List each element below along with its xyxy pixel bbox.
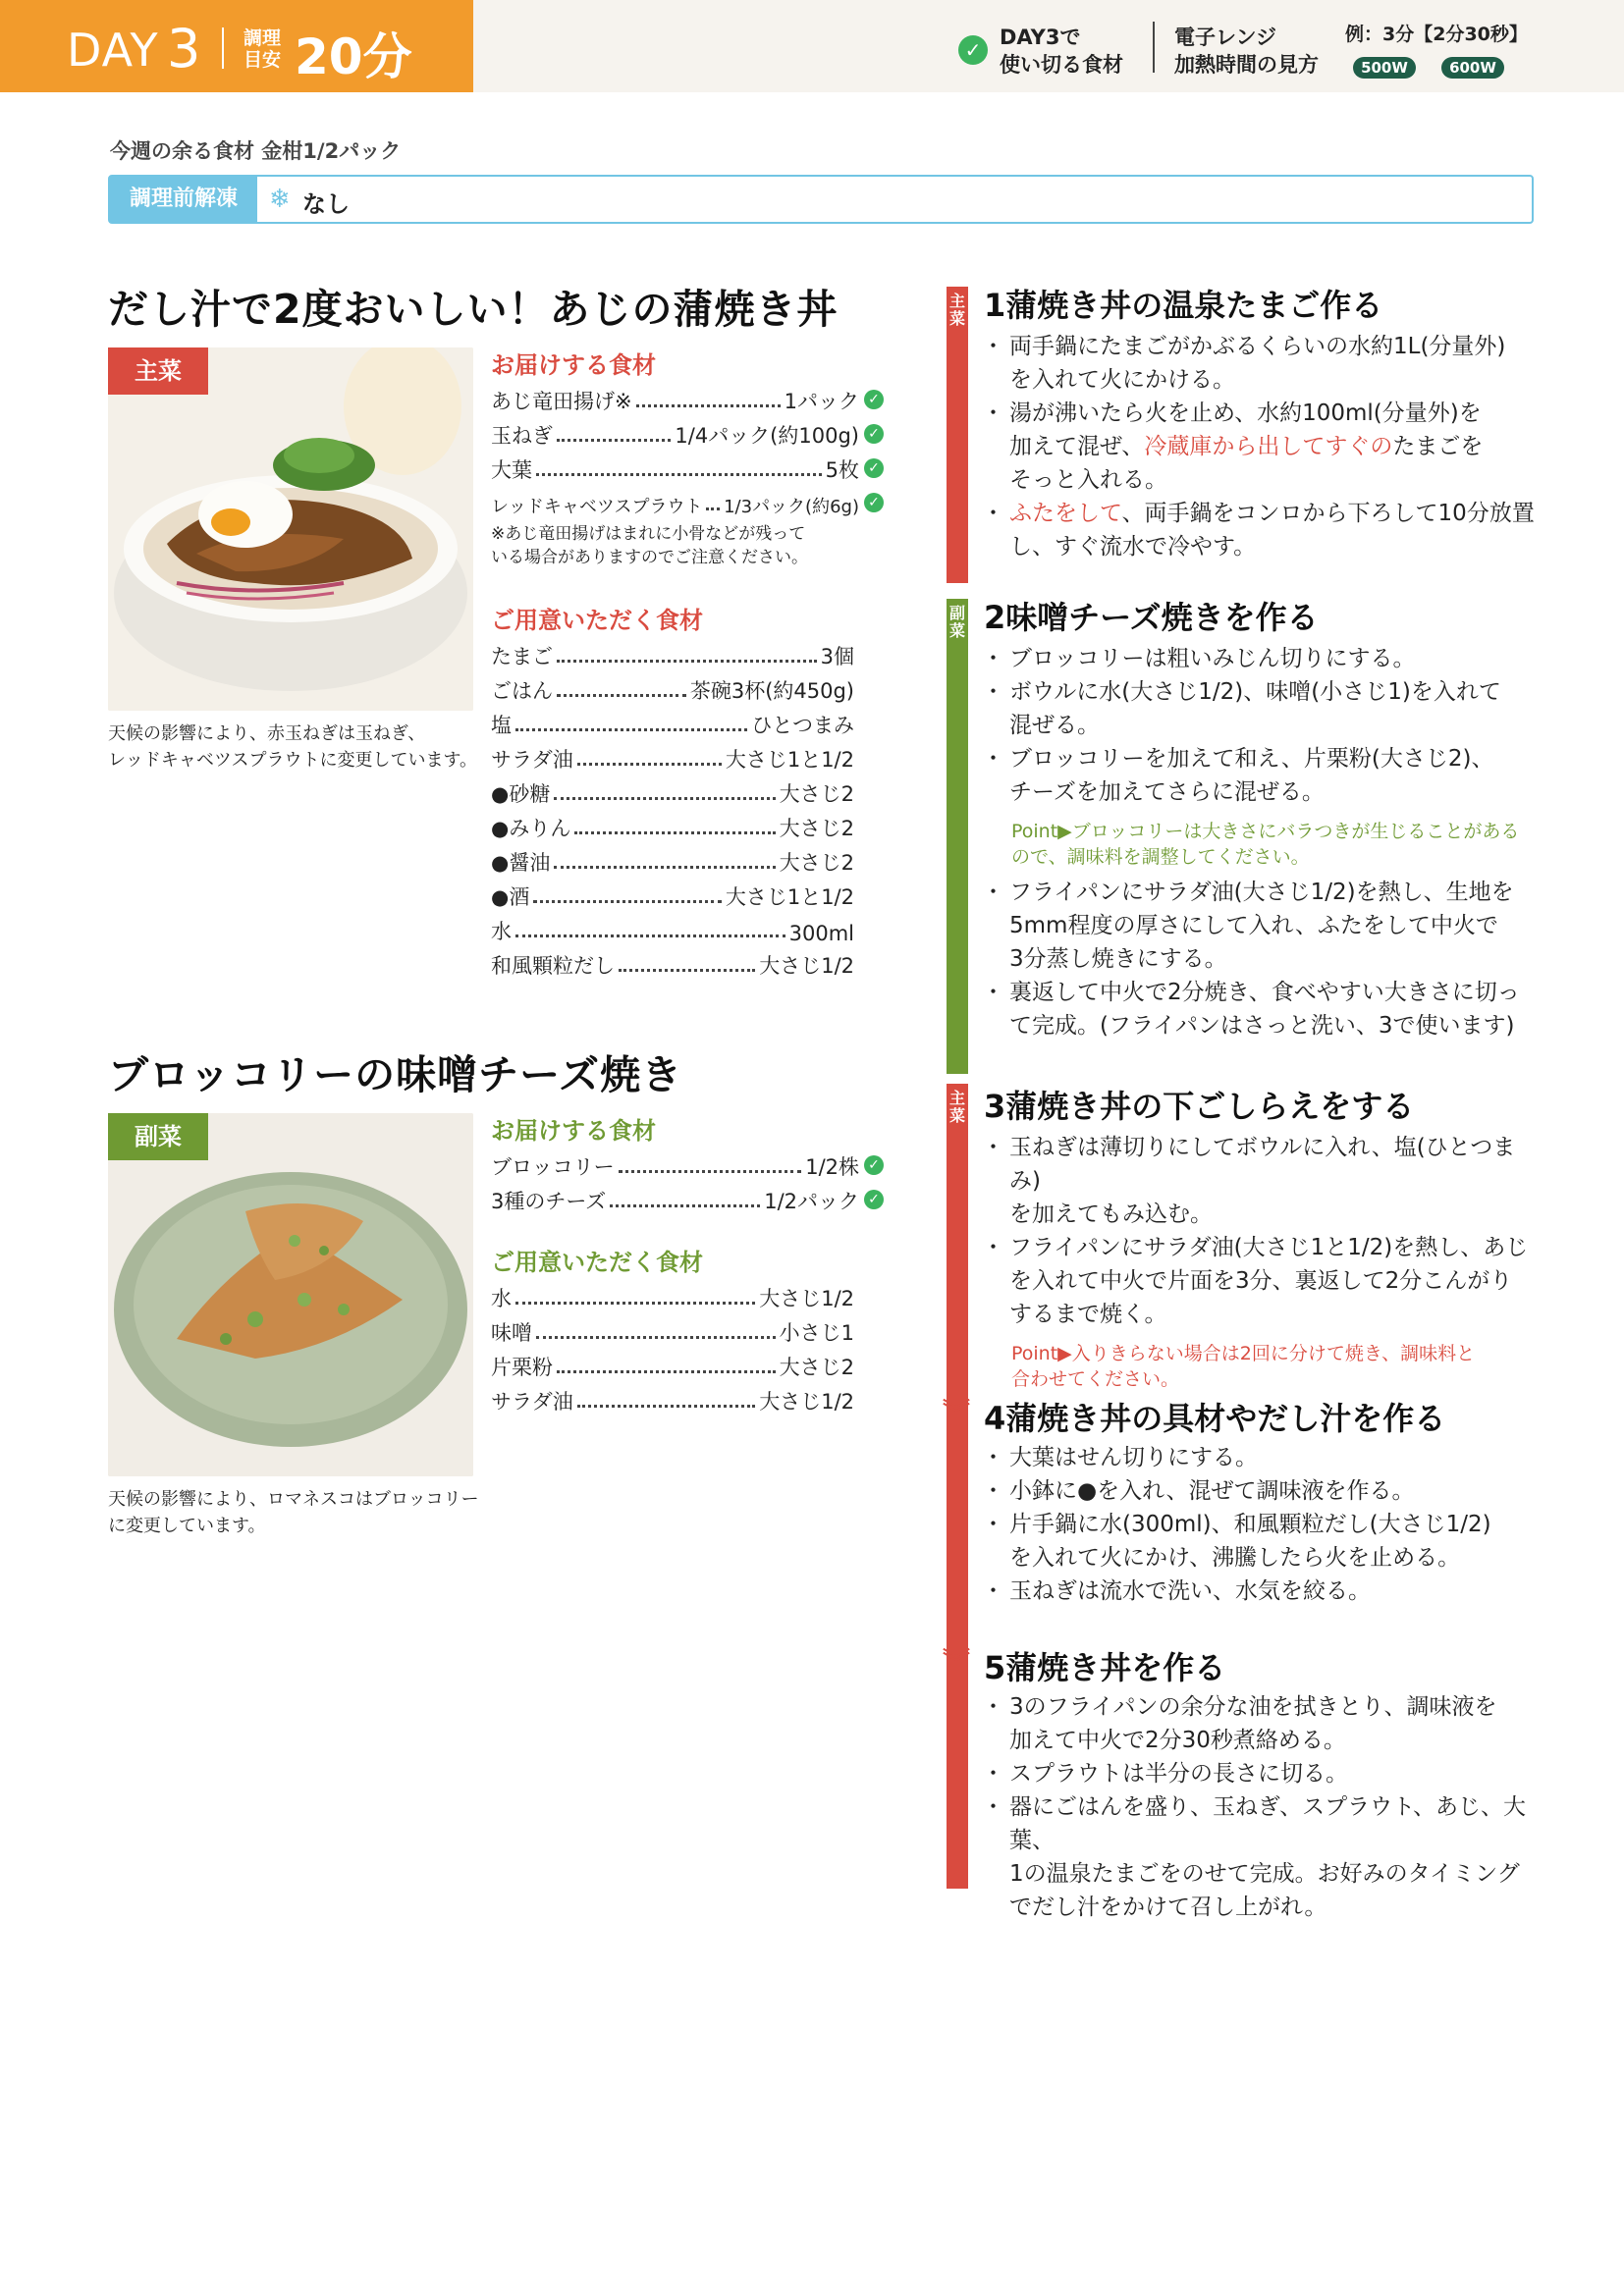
list-item: ・ ブロッコリーを加えて和え、片栗粉(大さじ2)、 チーズを加えてさらに混ぜる。	[988, 742, 1538, 809]
step-bar-side	[947, 599, 968, 1074]
ingredient-row: 塩 ひとつまみ	[491, 714, 854, 737]
list-item: ・ スプラウトは半分の長さに切る。	[988, 1757, 1538, 1790]
main-delivered-note: ※あじ竜田揚げはまれに小骨などが残って いる場合がありますのでご注意ください。	[491, 524, 808, 567]
list-item: ・ 片手鍋に水(300ml)、和風顆粒だし(大さじ1/2) を入れて火にかけ、沸騰したら火を止める。	[988, 1508, 1538, 1575]
list-item: ・ 湯が沸いたら火を止め、水約100ml(分量外)を 加えて混ぜ、冷蔵庫から出してすぐのたまごを そっと入れる。	[988, 397, 1538, 497]
ingredient-row: サラダ油 大さじ1/2	[491, 1390, 854, 1414]
main-dish-caption: 天候の影響により、赤玉ねぎは玉ねぎ、 レッドキャベツスプラウトに変更しています。	[108, 723, 478, 771]
main-prepared-list	[491, 636, 854, 980]
step-3-title: 3蒲焼き丼の下ごしらえをする	[984, 1088, 1415, 1125]
list-item: ・ ふたをして、両手鍋をコンロから下ろして10分放置 し、すぐ流水で冷やす。	[988, 497, 1538, 563]
side-dish-tag: 副菜	[108, 1113, 208, 1160]
divider	[1153, 22, 1155, 73]
day-label: DAY	[67, 24, 159, 77]
day-block	[0, 0, 473, 92]
list-item: ・ 小鉢に●を入れ、混ぜて調味液を作る。	[988, 1474, 1538, 1508]
list-item: ・ 玉ねぎは薄切りにしてボウルに入れ、塩(ひとつまみ) を加えてもみ込む。	[988, 1131, 1538, 1231]
ingredient-row: ●醤油 大さじ2	[491, 851, 854, 875]
bar-label: 主 菜	[948, 1089, 965, 1125]
ingredient-row: たまご 3個	[491, 645, 854, 668]
step-bar-main	[947, 287, 968, 583]
main-prepared-heading: ご用意いただく食材	[491, 607, 703, 634]
ingredient-row: 味噌 小さじ1	[491, 1321, 854, 1345]
list-item: ・ フライパンにサラダ油(大さじ1と1/2)を熱し、あじ を入れて中火で片面を3分、裏返して2分こんがり するまで焼く。	[988, 1231, 1538, 1331]
ingredient-row: 片栗粉 大さじ2	[491, 1356, 854, 1379]
bar-label: 主 菜	[948, 292, 965, 328]
side-delivered-list	[491, 1147, 884, 1215]
ingredient-row: 3種のチーズ 1/2パック ✓	[491, 1181, 884, 1215]
microwave-label: 電子レンジ 加熱時間の見方	[1174, 26, 1319, 77]
side-dish-caption: 天候の影響により、ロマネスコはブロッコリー に変更しています。	[108, 1489, 479, 1536]
side-prepared-heading: ご用意いただく食材	[491, 1249, 703, 1276]
step-2-title: 2味噌チーズ焼きを作る	[984, 599, 1319, 636]
main-dish-photo	[108, 347, 473, 711]
list-item: ・ ボウルに水(大さじ1/2)、味噌(小さじ1)を入れて 混ぜる。	[988, 675, 1538, 742]
ingredient-row: ●みりん 大さじ2	[491, 817, 854, 840]
check-icon: ✓	[864, 424, 884, 444]
side-dish-photo	[108, 1113, 473, 1476]
main-dish-tag: 主菜	[108, 347, 208, 395]
step-3-list	[988, 1131, 1538, 1392]
thaw-value: なし	[302, 190, 350, 218]
divider	[222, 27, 224, 69]
list-item: ・ 3のフライパンの余分な油を拭きとり、調味液を 加えて中火で2分30秒煮絡める。	[988, 1690, 1538, 1757]
step-1-title: 1蒲焼き丼の温泉たまご作る	[984, 287, 1383, 324]
main-delivered-heading: お届けする食材	[491, 351, 656, 379]
ingredient-row: サラダ油 大さじ1と1/2	[491, 748, 854, 772]
step-5-title: 5蒲焼き丼を作る	[984, 1649, 1226, 1686]
step-1-list	[988, 330, 1538, 563]
check-icon: ✓	[864, 493, 884, 512]
step-4-list	[988, 1441, 1538, 1608]
microwave-example: 例：3分【2分30秒】	[1345, 24, 1528, 45]
step-5-list	[988, 1690, 1538, 1924]
point-note: Point▶ブロッコリーは大きさにバラつきが生じることがある ので、調味料を調整してください。	[1011, 821, 1520, 868]
step-bar-main-2	[947, 1084, 968, 1889]
ingredient-row: 玉ねぎ 1/4パック(約100g) ✓	[491, 415, 884, 450]
side-dish-title: ブロッコリーの味噌チーズ焼き	[108, 1051, 683, 1098]
check-icon: ✓	[864, 1190, 884, 1209]
thaw-label: 調理前解凍	[110, 177, 257, 222]
check-icon: ✓	[864, 458, 884, 478]
ingredient-row: ブロッコリー 1/2株 ✓	[491, 1147, 884, 1181]
main-dish-title: だし汁で2度おいしい！あじの蒲焼き丼	[108, 286, 839, 333]
snowflake-icon: ❄	[269, 185, 291, 214]
side-delivered-heading: お届けする食材	[491, 1117, 656, 1145]
ingredient-row: あじ竜田揚げ※ 1パック ✓	[491, 381, 884, 415]
leftover-ingredients: 今週の余る食材 金柑1/2パック	[110, 139, 402, 163]
step-2-list	[988, 642, 1538, 1042]
ingredient-row: レッドキャベツスプラウト 1/3パック(約6g) ✓	[491, 484, 884, 518]
check-icon: ✓	[958, 35, 988, 65]
badge-600w: 600W	[1441, 57, 1504, 79]
cook-time-label: 調理 目安	[244, 27, 282, 71]
ingredient-row: ●酒 大さじ1と1/2	[491, 885, 854, 909]
ingredient-row: ●砂糖 大さじ2	[491, 782, 854, 806]
badge-500w: 500W	[1353, 57, 1416, 79]
day-number: 3	[167, 18, 201, 80]
ingredient-row: 水 大さじ1/2	[491, 1287, 854, 1310]
ingredient-row: 大葉 5枚 ✓	[491, 450, 884, 484]
ingredient-row: 水 300ml	[491, 920, 854, 945]
list-item: ・ 大葉はせん切りにする。	[988, 1441, 1538, 1474]
list-item: ・ 両手鍋にたまごがかぶるくらいの水約1L(分量外) を入れて火にかける。	[988, 330, 1538, 397]
list-item: ・ 器にごはんを盛り、玉ねぎ、スプラウト、あじ、大葉、 1の温泉たまごをのせて完成。お好みのタイミング でだし汁をかけて召し上がれ。	[988, 1790, 1538, 1924]
list-item: ・ 玉ねぎは流水で洗い、水気を絞る。	[988, 1575, 1538, 1608]
ingredient-row: ごはん 茶碗3杯(約450g)	[491, 679, 854, 703]
check-icon: ✓	[864, 1155, 884, 1175]
chevron-down-icon: ︾	[943, 1646, 971, 1679]
ingredient-row: 和風顆粒だし 大さじ1/2	[491, 954, 854, 978]
list-item: ・ フライパンにサラダ油(大さじ1/2)を熱し、生地を 5mm程度の厚さにして入れ、ふたをして中火で 3分蒸し焼きにする。	[988, 876, 1538, 976]
bar-label: 副 菜	[948, 604, 965, 640]
thaw-box	[108, 175, 1534, 224]
point-note: Point▶入りきらない場合は2回に分けて焼き、調味料と 合わせてください。	[1011, 1343, 1476, 1390]
cook-time: 20分	[295, 28, 412, 85]
step-4-title: 4蒲焼き丼の具材やだし汁を作る	[984, 1400, 1446, 1437]
chevron-down-icon: ︾	[943, 1397, 971, 1429]
check-icon: ✓	[864, 390, 884, 409]
main-delivered-list	[491, 381, 884, 518]
list-item: ・ ブロッコリーは粗いみじん切りにする。	[988, 642, 1538, 675]
list-item: ・ 裏返して中火で2分焼き、食べやすい大きさに切っ て完成。(フライパンはさっと洗い、3で使います)	[988, 976, 1538, 1042]
side-prepared-list	[491, 1278, 854, 1415]
use-up-label: DAY3で 使い切る食材	[1000, 26, 1123, 77]
